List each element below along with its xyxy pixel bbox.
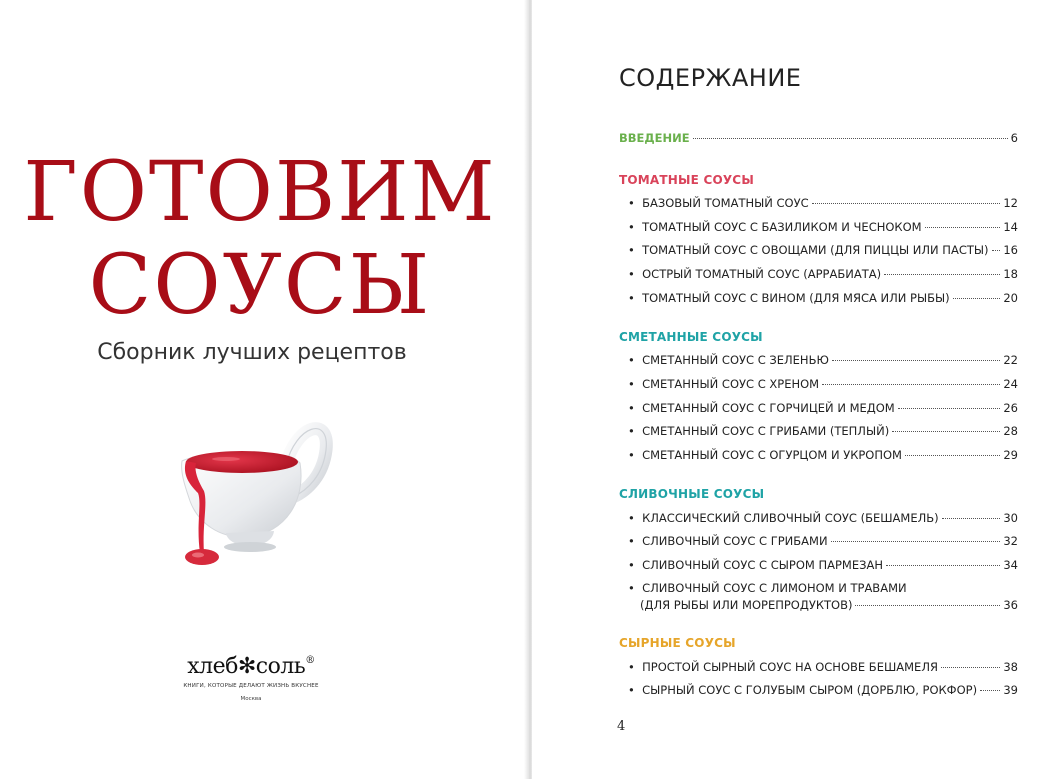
leader-dots bbox=[855, 605, 1000, 606]
leader-dots bbox=[980, 690, 1000, 691]
entry-title: ПРОСТОЙ СЫРНЫЙ СОУС НА ОСНОВЕ БЕШАМЕЛЯ bbox=[642, 660, 938, 674]
page-ref: 29 bbox=[1003, 448, 1018, 462]
leader-dots bbox=[892, 431, 1000, 432]
leader-dots bbox=[886, 565, 1000, 566]
toc-entry[interactable] bbox=[628, 534, 1018, 548]
book-subtitle: Сборник лучших рецептов bbox=[97, 340, 407, 365]
bullet-icon: • bbox=[628, 401, 643, 415]
bullet-icon: • bbox=[628, 511, 643, 525]
leader-dots bbox=[941, 667, 1000, 668]
bullet-icon: • bbox=[628, 291, 643, 305]
leader-dots bbox=[693, 138, 1008, 139]
page-ref: 34 bbox=[1003, 558, 1018, 572]
bullet-icon: • bbox=[628, 660, 643, 674]
page-ref: 22 bbox=[1003, 353, 1018, 367]
registered-mark: ® bbox=[305, 655, 315, 666]
toc-entry[interactable] bbox=[628, 683, 1018, 697]
bullet-icon: • bbox=[628, 424, 643, 438]
toc-intro[interactable] bbox=[619, 131, 1018, 145]
section-title-cream: СЛИВОЧНЫЕ СОУСЫ bbox=[619, 487, 765, 501]
leader-dots bbox=[992, 250, 1001, 251]
entry-title: СЛИВОЧНЫЙ СОУС С ЛИМОНОМ И ТРАВАМИ bbox=[642, 581, 907, 595]
contents-heading: СОДЕРЖАНИЕ bbox=[619, 64, 802, 92]
page-ref: 39 bbox=[1003, 683, 1018, 697]
entry-title: ТОМАТНЫЙ СОУС С ОВОЩАМИ (ДЛЯ ПИЦЦЫ ИЛИ ПАСТЫ) bbox=[642, 243, 989, 257]
page-ref: 30 bbox=[1003, 511, 1018, 525]
bullet-icon: • bbox=[628, 558, 643, 572]
bullet-icon: • bbox=[628, 220, 643, 234]
gravy-boat-illustration bbox=[168, 405, 338, 580]
entry-title: СЛИВОЧНЫЙ СОУС С СЫРОМ ПАРМЕЗАН bbox=[642, 558, 883, 572]
toc-entry[interactable] bbox=[628, 267, 1018, 281]
toc-entry[interactable] bbox=[628, 291, 1018, 305]
page-ref: 18 bbox=[1003, 267, 1018, 281]
publisher-city: Москва bbox=[240, 696, 262, 702]
entry-title: СЫРНЫЙ СОУС С ГОЛУБЫМ СЫРОМ (ДОРБЛЮ, РОКФОР) bbox=[642, 683, 978, 697]
bullet-icon: • bbox=[628, 683, 643, 697]
entry-title: БАЗОВЫЙ ТОМАТНЫЙ СОУС bbox=[642, 196, 809, 210]
toc-entry[interactable] bbox=[628, 424, 1018, 438]
toc-entry[interactable] bbox=[628, 511, 1018, 525]
section-title-sour-cream: СМЕТАННЫЕ СОУСЫ bbox=[619, 330, 763, 344]
publisher-logo-text: хлеб✻соль bbox=[187, 654, 306, 679]
page-ref: 28 bbox=[1003, 424, 1018, 438]
page-ref: 12 bbox=[1003, 196, 1018, 210]
publisher-logo bbox=[176, 656, 326, 702]
page-ref: 16 bbox=[1003, 243, 1018, 257]
entry-title: СЛИВОЧНЫЙ СОУС С ГРИБАМИ bbox=[642, 534, 828, 548]
leader-dots bbox=[831, 541, 1001, 542]
bullet-icon: • bbox=[628, 267, 643, 281]
bullet-icon: • bbox=[628, 196, 643, 210]
toc-entry[interactable] bbox=[628, 353, 1018, 367]
toc-entry[interactable] bbox=[628, 660, 1018, 674]
entry-title: СМЕТАННЫЙ СОУС С ЗЕЛЕНЬЮ bbox=[642, 353, 829, 367]
entry-title-line-2: (ДЛЯ РЫБЫ ИЛИ МОРЕПРОДУКТОВ) bbox=[640, 598, 853, 612]
toc-entry[interactable] bbox=[628, 558, 1018, 572]
leader-dots bbox=[905, 455, 1000, 456]
book-title-line-1: ГОТОВИМ bbox=[23, 145, 497, 240]
bullet-icon: • bbox=[628, 377, 643, 391]
toc-entry[interactable] bbox=[628, 377, 1018, 391]
leader-dots bbox=[822, 384, 1000, 385]
book-title-line-2: СОУСЫ bbox=[88, 238, 432, 333]
entry-title: ОСТРЫЙ ТОМАТНЫЙ СОУС (АРРАБИАТА) bbox=[642, 267, 882, 281]
leader-dots bbox=[942, 518, 1001, 519]
leader-dots bbox=[925, 227, 1001, 228]
toc-entry[interactable] bbox=[628, 401, 1018, 415]
leader-dots bbox=[884, 274, 1000, 275]
leader-dots bbox=[953, 298, 1001, 299]
entry-title: ТОМАТНЫЙ СОУС С ВИНОМ (ДЛЯ МЯСА ИЛИ РЫБЫ) bbox=[642, 291, 950, 305]
page-ref: 38 bbox=[1003, 660, 1018, 674]
page-ref: 6 bbox=[1010, 131, 1018, 145]
publisher-tagline: КНИГИ, КОТОРЫЕ ДЕЛАЮТ ЖИЗНЬ ВКУСНЕЕ bbox=[183, 683, 319, 689]
leader-dots bbox=[812, 203, 1001, 204]
page-ref: 32 bbox=[1003, 534, 1018, 548]
toc-entry[interactable] bbox=[628, 196, 1018, 210]
entry-title: КЛАССИЧЕСКИЙ СЛИВОЧНЫЙ СОУС (БЕШАМЕЛЬ) bbox=[642, 511, 939, 525]
toc-entry-continuation[interactable] bbox=[640, 598, 1018, 612]
toc-entry[interactable] bbox=[628, 448, 1018, 462]
leader-dots bbox=[832, 360, 1000, 361]
leader-dots bbox=[898, 408, 1001, 409]
page-ref: 14 bbox=[1003, 220, 1018, 234]
page-ref: 24 bbox=[1003, 377, 1018, 391]
bullet-icon: • bbox=[628, 581, 643, 595]
entry-title: СМЕТАННЫЙ СОУС С ГРИБАМИ (ТЕПЛЫЙ) bbox=[642, 424, 890, 438]
entry-title: СМЕТАННЫЙ СОУС С ОГУРЦОМ И УКРОПОМ bbox=[642, 448, 902, 462]
bullet-icon: • bbox=[628, 243, 643, 257]
toc-entry[interactable] bbox=[628, 220, 1018, 234]
toc-entry[interactable] bbox=[628, 581, 1018, 595]
page-ref: 36 bbox=[1003, 598, 1018, 612]
bullet-icon: • bbox=[628, 534, 643, 548]
section-title-cheese: СЫРНЫЕ СОУСЫ bbox=[619, 636, 736, 650]
cover-page bbox=[0, 0, 528, 779]
page-number: 4 bbox=[617, 719, 626, 734]
page-ref: 26 bbox=[1003, 401, 1018, 415]
toc-entry[interactable] bbox=[628, 243, 1018, 257]
bullet-icon: • bbox=[628, 353, 643, 367]
entry-title: СМЕТАННЫЙ СОУС С ХРЕНОМ bbox=[642, 377, 820, 391]
bullet-icon: • bbox=[628, 448, 643, 462]
entry-title: ТОМАТНЫЙ СОУС С БАЗИЛИКОМ И ЧЕСНОКОМ bbox=[642, 220, 922, 234]
section-title-tomato: ТОМАТНЫЕ СОУСЫ bbox=[619, 173, 754, 187]
page-ref: 20 bbox=[1003, 291, 1018, 305]
intro-label: ВВЕДЕНИЕ bbox=[619, 131, 690, 145]
entry-title: СМЕТАННЫЙ СОУС С ГОРЧИЦЕЙ И МЕДОМ bbox=[642, 401, 895, 415]
